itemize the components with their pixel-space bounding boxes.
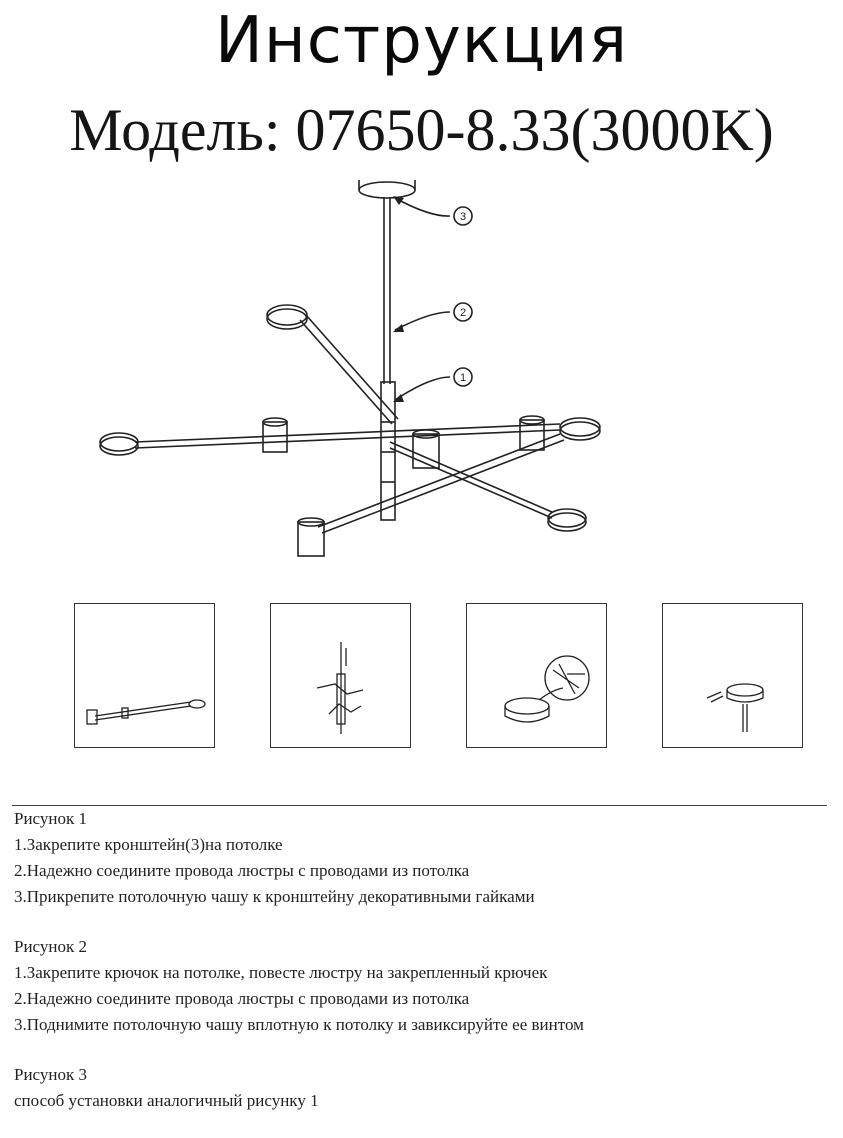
step-panel-4: [662, 603, 803, 748]
hook-mount-icon: [271, 604, 412, 749]
figure-3-step-1: способ установки аналогичный рисунку 1: [14, 1091, 319, 1110]
callout-3: 3: [459, 211, 467, 223]
step-panel-1: [74, 603, 215, 748]
wire-connection-icon: [467, 604, 608, 749]
arm-assembly-icon: [75, 604, 216, 749]
figure-1-step-2: 2.Надежно соедините провода люстры с проводами из потолка: [14, 861, 470, 880]
figure-1-step-3: 3.Прикрепите потолочную чашу к кронштейну декоративными гайками: [14, 887, 535, 906]
figure-1-heading: Рисунок 1: [14, 809, 87, 828]
figure-1-instructions: [14, 806, 834, 910]
instructions-text: [14, 806, 834, 1138]
figure-2-step-1: 1.Закрепите крючок на потолке, повесте люстру на закрепленный крючек: [14, 963, 548, 982]
canopy-ellipse: [359, 182, 415, 198]
step-panel-2: [270, 603, 411, 748]
figure-3-heading: Рисунок 3: [14, 1065, 87, 1084]
canopy-screw-icon: [663, 604, 804, 749]
figure-2-heading: Рисунок 2: [14, 937, 87, 956]
figure-2-instructions: [14, 934, 834, 1038]
chandelier-diagram: [90, 172, 610, 572]
step-panel-3: [466, 603, 607, 748]
callout-1: 1: [459, 372, 467, 384]
figure-1-step-1: 1.Закрепите кронштейн(3)на потолке: [14, 835, 283, 854]
figure-2-step-3: 3.Поднимите потолочную чашу вплотную к потолку и завиксируйте ее винтом: [14, 1015, 584, 1034]
figure-2-step-2: 2.Надежно соедините провода люстры с проводами из потолка: [14, 989, 470, 1008]
model-number: Модель: 07650-8.33(3000K): [69, 97, 774, 163]
callout-2: 2: [459, 307, 467, 319]
page-title: Инструкция: [215, 4, 628, 78]
figure-3-instructions: [14, 1062, 834, 1114]
